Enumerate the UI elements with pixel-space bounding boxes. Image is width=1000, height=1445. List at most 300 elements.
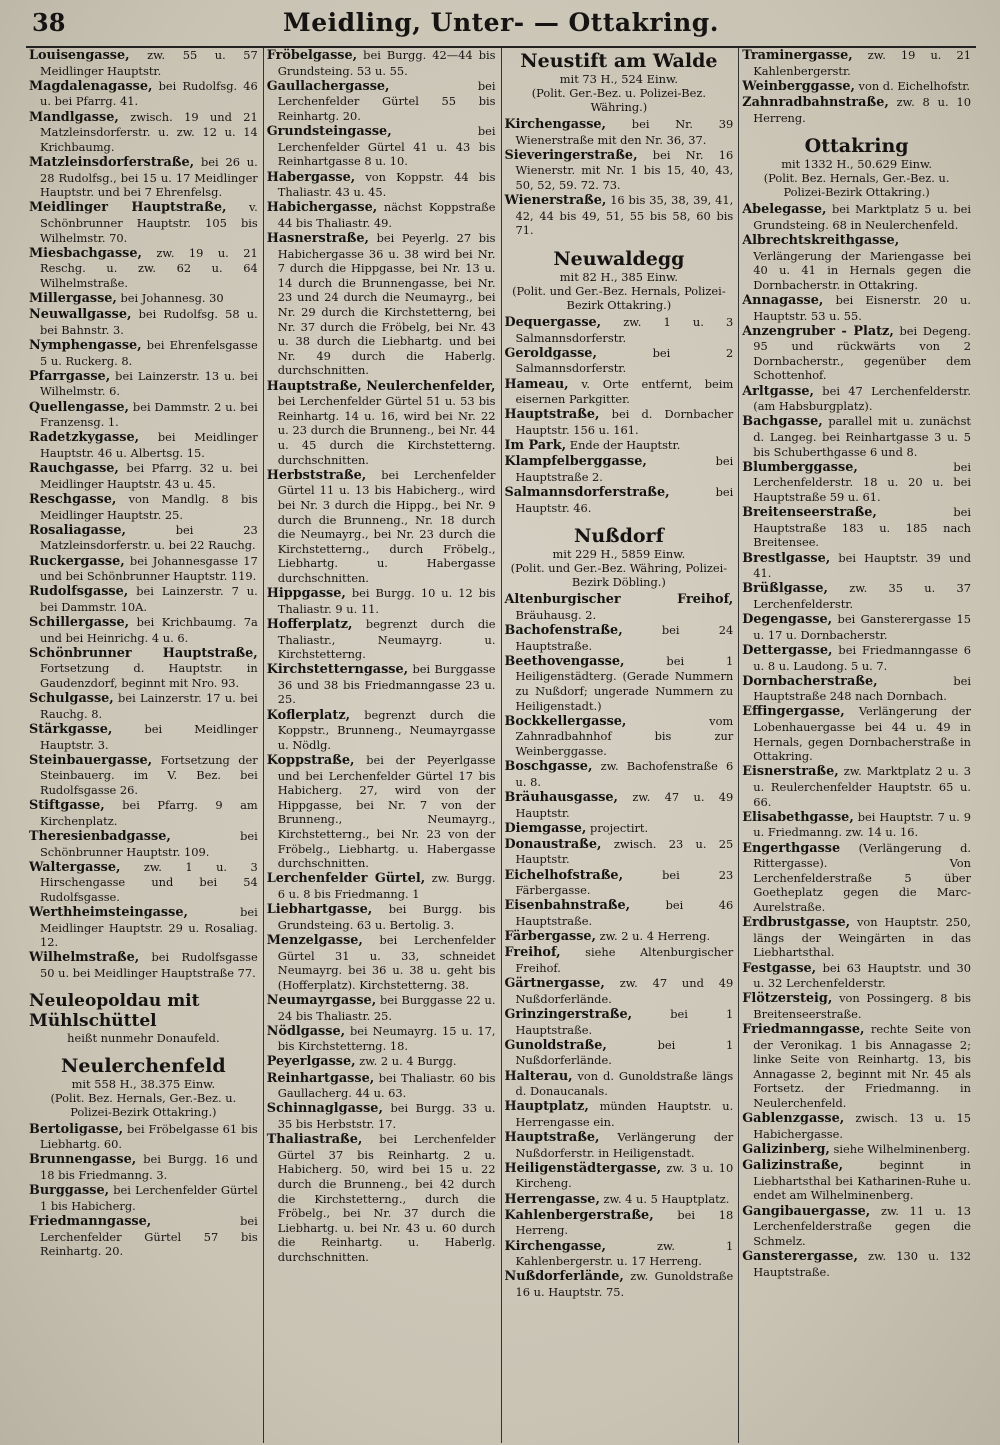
- street-entry: [505, 485, 734, 515]
- street-entry: [267, 662, 496, 707]
- entry-list: [505, 315, 734, 515]
- street-description: bei 63 Hauptstr. und 30 u. 32 Lerchenfelderstr.: [753, 960, 972, 991]
- locality-block: [29, 991, 258, 1045]
- street-description: zw. 35 u. 37 Lerchenfelderstr.: [753, 581, 972, 611]
- street-description: bei Meidlinger Hauptstr. 3.: [40, 722, 258, 752]
- locality-admin: (Polit. Bez. Hernals, Ger.-Bez. u. Polizei-Bezirk Ottakring.): [763, 171, 950, 200]
- street-entry: [742, 460, 971, 505]
- street-entry: [505, 407, 734, 437]
- street-name: Bräuhausgasse,: [504, 789, 619, 805]
- street-description: bei Lerchenfelder Gürtel 41 u. 43 bis Reinhartgasse 8 u. 10.: [277, 124, 496, 169]
- entry-list: [742, 202, 971, 1279]
- street-description: zw. 1 Kahlenbergerstr. u. 17 Herreng.: [515, 1238, 734, 1269]
- street-name: Werthheimsteingasse,: [29, 905, 188, 921]
- street-name: Friedmanngasse,: [29, 1214, 152, 1229]
- street-entry: [742, 961, 971, 991]
- street-name: Habichergasse,: [266, 200, 378, 216]
- street-name: Herrengasse,: [504, 1191, 600, 1207]
- street-name: Kahlenbergerstraße,: [504, 1207, 654, 1223]
- street-entry: [267, 1132, 496, 1264]
- street-name: Quellengasse,: [29, 399, 130, 415]
- street-description: v. Schönbrunner Hauptstr. 105 bis Wilhelmstr. 70.: [40, 200, 258, 245]
- street-description: bei 26 u. 28 Rudolfsg., bei 15 u. 17 Meidlinger Hauptstr. und bei 7 Ehrenfelsg.: [40, 154, 258, 200]
- locality-admin: (Polit. und Ger.-Bez. Hernals, Polizei-Bezirk Ottakring.): [512, 283, 726, 312]
- street-entry: [742, 1204, 971, 1249]
- street-entry: [505, 714, 734, 759]
- street-entry: [505, 1099, 734, 1129]
- street-name: Halterau,: [504, 1068, 573, 1084]
- street-description: bei Lerchenfelder Gürtel 55 bis Reinhartg. 20.: [277, 78, 496, 123]
- locality-admin: (Polit. Ger.-Bez. u. Polizei-Bez. Währing.): [531, 86, 707, 114]
- street-entry: [29, 798, 258, 828]
- street-description: bei Rudolfsg. 46 u. bei Pfarrg. 41.: [40, 78, 258, 109]
- street-description: bei Burggasse 36 und 38 bis Friedmanngasse 23 u. 25.: [277, 662, 496, 707]
- street-entry: [742, 293, 971, 323]
- street-name: Hauptstraße,: [504, 1130, 600, 1146]
- street-description: bei Lainzerstr. 13 u. bei Wilhelmstr. 6.: [40, 368, 258, 399]
- street-description: Verlängerung der Mariengasse bei 40 u. 41 in Hernals gegen die Dornbacherstr. in Ottakring.: [753, 248, 971, 292]
- street-entry: [505, 117, 734, 147]
- street-entry: [267, 933, 496, 992]
- street-description: bei Schönbrunner Hauptstr. 109.: [40, 828, 258, 859]
- street-name: Reinhartgasse,: [266, 1070, 375, 1086]
- street-entry: [505, 377, 734, 407]
- street-description: bei Burgg. 16 und 18 bis Friedmanng. 3.: [40, 1152, 258, 1183]
- street-entry: [267, 231, 496, 378]
- street-description: bei Burgg. bis Grundsteing. 63 u. Bertolig. 3.: [277, 902, 496, 932]
- street-name: Donaustraße,: [504, 836, 602, 852]
- street-entry: [505, 898, 734, 928]
- street-name: Gaullachergasse,: [266, 78, 390, 94]
- street-entry: [505, 1161, 734, 1191]
- column-4: [738, 48, 976, 1443]
- street-description: zw. Bachofenstraße 6 u. 8.: [515, 759, 734, 789]
- locality-title: Nußdorf: [573, 525, 664, 548]
- street-entry: [505, 1192, 734, 1208]
- street-name: Hameau,: [504, 376, 569, 392]
- street-description: bei Lerchenfelder Gürtel 31 u. 33, schneidet Neumayrg. bei 36 u. 38 u. geht bis (Hofferplatz). Kirchstetterng. 38.: [277, 932, 496, 992]
- street-entry: [505, 837, 734, 867]
- street-name: Bachofenstraße,: [504, 623, 623, 638]
- street-description: zwisch. 13 u. 15 Habichergasse.: [753, 1111, 971, 1141]
- street-entry: [29, 291, 258, 307]
- page-header: [26, 4, 976, 48]
- street-name: Grundsteingasse,: [266, 124, 392, 140]
- street-name: Blumberggasse,: [742, 459, 858, 475]
- street-name: Dequergasse,: [504, 314, 602, 330]
- street-name: Galizinberg,: [742, 1142, 830, 1158]
- street-entry: [29, 905, 258, 950]
- street-name: Neuwallgasse,: [29, 307, 132, 323]
- street-description: von Possingerg. 8 bis Breitenseerstraße.: [753, 991, 972, 1021]
- street-description: bei 23 Färbergasse.: [515, 867, 734, 898]
- street-description: bei Neumayrg. 15 u. 17, bis Kirchstetterng. 18.: [277, 1023, 496, 1054]
- street-description: bei Nr. 39 Wienerstraße mit den Nr. 36, 37.: [515, 117, 734, 147]
- street-description: zw. 19 u. 21 Reschg. u. zw. 62 u. 64 Wilhelmstraße.: [40, 245, 258, 290]
- street-entry: [505, 193, 734, 238]
- street-description: bei Nr. 16 Wienerstr. mit Nr. 1 bis 15, 40, 43, 50, 52, 59. 72. 73.: [515, 147, 734, 192]
- locality-block: [742, 135, 971, 199]
- street-name: Eichelhofstraße,: [504, 867, 624, 883]
- street-description: von d. Gunoldstraße längs d. Donaucanals.: [515, 1068, 734, 1099]
- street-entry: [742, 1142, 971, 1158]
- street-description: zw. 1 u. 3 Salmannsdorferstr.: [515, 314, 734, 345]
- street-description: bei 47 Lerchenfelderstr. (am Habsburgplatz).: [753, 383, 971, 414]
- street-entry: [742, 1158, 971, 1203]
- street-entry: [267, 617, 496, 662]
- street-entry: [742, 1111, 971, 1141]
- street-description: bei Dammstr. 2 u. bei Franzensg. 1.: [40, 399, 258, 430]
- street-entry: [29, 860, 258, 905]
- street-description: bei Burgg. 33 u. 35 bis Herbststr. 17.: [277, 1101, 496, 1132]
- street-name: Schillergasse,: [29, 615, 130, 631]
- street-entry: [505, 868, 734, 898]
- street-description: bei Meidlinger Hauptstr. 46 u. Albertsg. 15.: [40, 430, 258, 460]
- street-description: bei Krichbaumg. 7a und bei Heinrichg. 4 u. 6.: [40, 615, 258, 645]
- street-name: Elisabethgasse,: [742, 809, 854, 825]
- entry-list: [29, 48, 258, 981]
- street-name: Flötzersteig,: [742, 991, 833, 1007]
- street-description: rechte Seite von der Veronikag. 1 bis Annagasse 2; linke Seite von Reinhartg. 13, bis Annagasse 2, beginnt mit Nr. 45 als Fortsetz. der Friedmanng. in Neulerchenfeld.: [753, 1022, 971, 1111]
- street-entry: [29, 1122, 258, 1152]
- street-description: von Mandlg. 8 bis Meidlinger Hauptstr. 25.: [40, 491, 258, 522]
- street-name: Rauchgasse,: [29, 461, 119, 477]
- street-entry: [742, 810, 971, 840]
- entry-list: [505, 592, 734, 1299]
- street-name: Bachgasse,: [742, 414, 823, 430]
- locality-stats: mit 1332 H., 50.629 Einw.: [781, 157, 933, 172]
- street-entry: [29, 200, 258, 245]
- street-entry: [29, 584, 258, 614]
- street-entry: [742, 764, 971, 809]
- street-entry: [29, 430, 258, 460]
- street-description: bei Friedmanngasse 6 u. 8 u. Laudong. 5 u. 7.: [753, 642, 972, 673]
- street-entry: [505, 148, 734, 193]
- street-name: Klampfelberggasse,: [504, 454, 647, 470]
- street-entry: [742, 841, 971, 915]
- street-description: bei Ehrenfelsgasse 5 u. Ruckerg. 8.: [40, 338, 258, 368]
- street-description: projectirt.: [590, 820, 649, 835]
- street-description: bei Johannesgasse 17 und bei Schönbrunner Hauptstr. 119.: [40, 553, 258, 584]
- street-name: Heiligenstädtergasse,: [504, 1160, 662, 1176]
- locality-block: [505, 248, 734, 312]
- street-name: Freihof,: [504, 945, 561, 961]
- street-entry: [505, 592, 734, 622]
- street-name: Koppstraße,: [266, 753, 355, 769]
- street-entry: [505, 654, 734, 713]
- street-description: bei Eisnerstr. 20 u. Hauptstr. 53 u. 55.: [753, 292, 971, 323]
- street-name: Lerchenfelder Gürtel,: [266, 871, 426, 887]
- street-entry: [267, 708, 496, 753]
- street-name: Liebhartgasse,: [266, 902, 373, 918]
- street-description: bei Gansterergasse 15 u. 17 u. Dornbacherstr.: [753, 612, 971, 642]
- street-entry: [267, 379, 496, 468]
- street-entry: [505, 821, 734, 837]
- street-name: Fröbelgasse,: [266, 48, 358, 63]
- street-description: bei Johannesg. 30: [120, 291, 224, 306]
- street-description: bei Meidlinger Hauptstr. 29 u. Rosaliag. 12.: [40, 905, 258, 950]
- street-entry: [505, 1130, 734, 1160]
- street-description: zw. Gunoldstraße 16 u. Hauptstr. 75.: [515, 1269, 734, 1299]
- street-description: begrenzt durch die Koppstr., Brunneng., Neumayrgasse u. Nödlg.: [277, 707, 496, 752]
- street-description: Verlängerung der Nußdorferstr. in Heiligenstadt.: [515, 1130, 734, 1160]
- street-description: von Hauptstr. 250, längs der Weingärten in das Liebhartsthal.: [753, 915, 972, 960]
- street-name: Friedmanngasse,: [742, 1022, 865, 1038]
- street-entry: [742, 414, 971, 459]
- street-description: Verlängerung der Lobenhauergasse bei 44 u. 49 in Hernals, gegen Dornbacherstraße in Ottakring.: [753, 704, 971, 764]
- street-name: Millergasse,: [29, 291, 117, 307]
- street-description: bei Burggasse 22 u. 24 bis Thaliastr. 25.: [277, 992, 496, 1023]
- street-description: Ende der Hauptstr.: [569, 438, 681, 453]
- street-name: Effingergasse,: [742, 704, 845, 720]
- street-name: Boschgasse,: [504, 759, 593, 775]
- street-description: bei Hauptstraße 183 u. 185 nach Breitensee.: [753, 505, 971, 550]
- street-description: zw. 55 u. 57 Meidlinger Hauptstr.: [40, 48, 258, 78]
- street-description: bei 2 Salmannsdorferstr.: [515, 345, 734, 376]
- entry-list: [742, 48, 971, 125]
- street-name: Grinzingerstraße,: [504, 1006, 633, 1022]
- street-entry: [267, 79, 496, 124]
- street-entry: [742, 915, 971, 960]
- street-name: Diemgasse,: [504, 820, 587, 836]
- street-name: Im Park,: [504, 438, 567, 454]
- street-entry: [267, 871, 496, 901]
- street-name: Gansterergasse,: [742, 1248, 858, 1264]
- street-entry: [29, 492, 258, 522]
- street-entry: [29, 79, 258, 109]
- street-description: 16 bis 35, 38, 39, 41, 42, 44 bis 49, 51, 55 bis 58, 60 bis 71.: [515, 193, 734, 238]
- street-entry: [29, 753, 258, 798]
- street-name: Brestlgasse,: [742, 550, 831, 566]
- street-entry: [505, 623, 734, 653]
- street-name: Hauptstraße, Neulerchenfelder,: [266, 378, 496, 394]
- street-description: v. Orte entfernt, beim eisernen Parkgitter.: [515, 376, 734, 407]
- street-description: bei d. Dornbacher Hauptstr. 156 u. 161.: [515, 407, 734, 437]
- street-description: bei der Peyerlgasse und bei Lerchenfelder Gürtel 17 bis Habicherg. 27, wird von der Hippgasse, bei Nr. 7 von der Brunneng., Neumayrg., Kirchstetterng., bei Nr. 23 von der Fröbelg., Liebhartg. u. Habergasse durchschnitten.: [277, 753, 496, 871]
- street-name: Rudolfsgasse,: [29, 584, 129, 600]
- street-name: Gärtnergasse,: [504, 976, 605, 992]
- column-3: [501, 48, 739, 1443]
- column-2: [263, 48, 501, 1443]
- street-name: Hauptstraße,: [504, 407, 600, 423]
- street-entry: [742, 581, 971, 611]
- street-description: bei Pfarrg. 9 am Kirchenplatz.: [40, 798, 258, 828]
- street-name: Neumayrgasse,: [266, 992, 377, 1008]
- street-description: zwisch. 19 und 21 Matzleinsdorferstr. u. zw. 12 u. 14 Krichbaumg.: [40, 109, 258, 154]
- street-name: Hippgasse,: [266, 586, 346, 602]
- street-description: bei Lerchenfelderstr. 18 u. 20 u. bei Hauptstraße 59 u. 61.: [753, 459, 971, 504]
- locality-stats: mit 229 H., 5859 Einw.: [552, 547, 686, 562]
- street-name: Galizinstraße,: [742, 1158, 844, 1174]
- street-name: Altenburgischer Freihof,: [504, 592, 734, 608]
- street-entry: [267, 170, 496, 200]
- street-name: Menzelgasse,: [266, 932, 363, 948]
- street-entry: [505, 438, 734, 454]
- street-name: Matzleinsdorferstraße,: [29, 154, 195, 170]
- street-entry: [267, 1101, 496, 1131]
- street-description: münden Hauptstr. u. Herrengasse ein.: [515, 1099, 734, 1129]
- street-description: zw. 2 u. 4 Burgg.: [359, 1054, 457, 1069]
- street-name: Annagasse,: [742, 292, 824, 308]
- street-name: Albrechtskreithgasse,: [742, 232, 900, 248]
- street-name: Peyerlgasse,: [266, 1054, 356, 1070]
- street-entry: [505, 454, 734, 484]
- street-name: Bockkellergasse,: [504, 713, 627, 729]
- street-name: Traminergasse,: [742, 48, 853, 63]
- street-name: Salmannsdorferstraße,: [504, 485, 670, 501]
- street-name: Meidlinger Hauptstraße,: [29, 200, 227, 216]
- street-entry: [742, 384, 971, 414]
- street-entry: [29, 1214, 258, 1259]
- street-name: Nymphengasse,: [29, 338, 142, 354]
- street-description: bei Lerchenfelder Gürtel 51 u. 53 bis Reinhartg. 14 u. 16, wird bei Nr. 22 u. 23 durch die Brunneng., bei Nr. 44 u. 45 durch die Kirchstetterng. durchschnitten.: [277, 394, 496, 467]
- street-name: Eisenbahnstraße,: [504, 898, 631, 914]
- street-entry: [29, 338, 258, 368]
- street-entry: [29, 950, 258, 980]
- street-description: bei Rudolfsg. 58 u. bei Bahnstr. 3.: [40, 307, 258, 337]
- street-entry: [742, 551, 971, 581]
- street-name: Rosaliagasse,: [29, 522, 126, 538]
- street-entry: [742, 48, 971, 78]
- street-description: bei Lerchenfelder Gürtel 37 bis Reinhartg. 2 u. Habicherg. 50, wird bei 15 u. 22 durch die Brunneng., bei 42 durch die Kirchstetterng., durch die Fröbelg., bei Nr. 37 durch die Liebhartg. u. bei Nr. 43 u. 60 durch die Reinhartg. u. Haberlg. durchschnitten.: [277, 1132, 496, 1264]
- street-name: Stiftgasse,: [29, 798, 105, 814]
- street-name: Dornbacherstraße,: [742, 673, 878, 689]
- locality-block: [505, 50, 734, 114]
- street-description: begrenzt durch die Thaliastr., Neumayrg. u. Kirchstetterng.: [277, 616, 496, 662]
- street-description: bei Burgg. 10 u. 12 bis Thaliastr. 9 u. 11.: [277, 586, 496, 616]
- street-entry: [29, 400, 258, 430]
- street-description: nächst Koppstraße 44 bis Thaliastr. 49.: [277, 200, 496, 230]
- street-name: Festgasse,: [742, 960, 817, 976]
- street-description: parallel mit u. zunächst d. Langeg. bei Reinhartgasse 3 u. 5 bis Schuberthgasse 6 und 8.: [753, 414, 971, 459]
- street-entry: [29, 829, 258, 859]
- street-name: Brunnengasse,: [29, 1152, 137, 1168]
- street-entry: [505, 1038, 734, 1068]
- street-entry: [267, 586, 496, 616]
- street-entry: [29, 1152, 258, 1182]
- street-name: Weinberggasse,: [742, 78, 855, 94]
- street-name: Mandlgasse,: [29, 109, 119, 125]
- street-description: Fortsetzung d. Hauptstr. in Gaudenzdorf, beginnt mit Nro. 93.: [40, 661, 258, 691]
- street-entry: [742, 79, 971, 95]
- street-description: bei Degeng. 95 und rückwärts von 2 Dornbacherstr., gegenüber dem Schottenhof.: [753, 323, 972, 383]
- street-name: Steinbauergasse,: [29, 752, 153, 768]
- street-description: bei Marktplatz 5 u. bei Grundsteing. 68 in Neulerchenfeld.: [753, 202, 971, 232]
- street-name: Kirchengasse,: [504, 117, 607, 132]
- street-name: Färbergasse,: [504, 929, 596, 945]
- locality-stats: mit 558 H., 38.375 Einw.: [71, 1076, 216, 1091]
- locality-admin: (Polit. Bez. Hernals, Ger.-Bez. u. Polizei-Bezirk Ottakring.): [50, 1090, 237, 1119]
- street-description: bei Pfarrg. 32 u. bei Meidlinger Hauptstr. 43 u. 45.: [40, 461, 258, 491]
- street-name: Bertoligasse,: [29, 1121, 124, 1137]
- street-description: zw. Burgg. 6 u. 8 bis Friedmanng. 1: [277, 871, 496, 901]
- street-name: Schulgasse,: [29, 691, 114, 707]
- street-entry: [505, 315, 734, 345]
- street-description: bei Peyerlg. 27 bis Habichergasse 36 u. 38 wird bei Nr. 7 durch die Hippgasse, bei Nr. 13 u. 14 durch die Brunnengasse, bei Nr. 23 und 24 durch die Neumayrg., bei Nr. 29 durch die Kirchstetterng, bei Nr. 37 durch die Fröbelg, bei Nr. 43 u. 38 durch die Liebhartg. und bei Nr. 49 durch die Haberlg. durchschnitten.: [277, 231, 496, 378]
- street-description: bei 24 Hauptstraße.: [515, 623, 734, 653]
- street-entry: [267, 1024, 496, 1054]
- street-name: Gablenzgasse,: [742, 1111, 845, 1127]
- street-entry: [742, 1249, 971, 1279]
- street-description: Bräuhausg. 2.: [515, 607, 597, 622]
- street-description: zw. 1 u. 3 Hirschengasse und bei 54 Rudolfsgasse.: [40, 859, 258, 904]
- street-name: Herbststraße,: [266, 467, 367, 483]
- street-description: bei 1 Hauptstraße.: [515, 1006, 734, 1037]
- street-entry: [29, 110, 258, 155]
- entry-list: [505, 117, 734, 238]
- street-description: bei Burgg. 42—44 bis Grundsteing. 53 u. 55.: [277, 48, 496, 78]
- street-entry: [505, 1007, 734, 1037]
- street-name: Anzengruber - Platz,: [742, 323, 894, 339]
- street-name: Thaliastraße,: [266, 1132, 363, 1148]
- street-name: Beethovengasse,: [504, 653, 625, 669]
- street-name: Stärkgasse,: [29, 722, 113, 737]
- street-description: Fortsetzung der Steinbauerg. im V. Bez. bei Rudolfsgasse 26.: [40, 752, 258, 797]
- street-description: bei 1 Nußdorferlände.: [515, 1037, 734, 1068]
- street-entry: [267, 124, 496, 169]
- street-name: Ruckergasse,: [29, 553, 125, 569]
- street-description: zw. 11 u. 13 Lerchenfelderstraße gegen die Schmelz.: [753, 1203, 972, 1248]
- street-description: bei Lerchenfelder Gürtel 1 bis Habicherg.: [40, 1183, 258, 1213]
- street-description: (Verlängerung d. Rittergasse). Von Lerchenfelderstraße 5 über Goetheplatz gegen die Marc-Aurelstraße.: [753, 840, 971, 914]
- street-entry: [29, 615, 258, 645]
- street-name: Hofferplatz,: [266, 616, 353, 632]
- street-description: zw. Marktplatz 2 u. 3 u. Reulerchenfelder Hauptstr. 65 u. 66.: [753, 764, 972, 809]
- street-entry: [742, 1022, 971, 1111]
- street-name: Koflerplatz,: [266, 707, 351, 723]
- street-description: zwisch. 23 u. 25 Hauptstr.: [515, 836, 734, 867]
- street-name: Schönbrunner Hauptstraße,: [29, 645, 258, 661]
- locality-title: Neuleopoldau mit Mühlschüttel: [29, 990, 200, 1031]
- locality-title: Ottakring: [804, 135, 909, 158]
- street-entry: [29, 1183, 258, 1213]
- street-name: Kirchstetterngasse,: [266, 662, 409, 678]
- locality-title: Neuwaldegg: [553, 247, 685, 270]
- street-entry: [505, 976, 734, 1006]
- street-entry: [742, 704, 971, 763]
- street-description: bei Thaliastr. 60 bis Gaullacherg. 44 u. 63.: [277, 1070, 496, 1101]
- street-description: siehe Altenburgischer Freihof.: [515, 945, 734, 975]
- street-entry: [267, 993, 496, 1023]
- street-entry: [505, 1208, 734, 1238]
- street-name: Hauptplatz,: [504, 1099, 589, 1115]
- street-name: Miesbachgasse,: [29, 245, 142, 261]
- columns: [26, 48, 976, 1443]
- street-description: beginnt in Liebhartsthal bei Katharinen-Ruhe u. endet am Wilhelminenberg.: [753, 1158, 971, 1203]
- street-entry: [742, 612, 971, 642]
- street-name: Breitenseerstraße,: [742, 505, 877, 521]
- street-name: Wienerstraße,: [504, 193, 607, 209]
- locality-note: heißt nunmehr Donaufeld.: [67, 1030, 220, 1045]
- street-name: Radetzkygasse,: [29, 430, 140, 446]
- locality-block: [29, 1055, 258, 1119]
- street-entry: [29, 48, 258, 78]
- street-description: bei Lainzerstr. 7 u. bei Dammstr. 10A.: [40, 584, 258, 614]
- street-entry: [29, 523, 258, 553]
- street-entry: [29, 722, 258, 752]
- street-entry: [505, 759, 734, 789]
- street-name: Arltgasse,: [742, 383, 814, 399]
- street-description: siehe Wilhelminenberg.: [833, 1142, 971, 1157]
- street-name: Dettergasse,: [742, 642, 833, 658]
- street-entry: [742, 991, 971, 1021]
- street-name: Habergasse,: [266, 169, 356, 185]
- street-description: bei 23 Matzleinsdorferstr. u. bei 22 Rauchg.: [40, 522, 258, 553]
- street-name: Geroldgasse,: [504, 345, 597, 361]
- street-name: Abelegasse,: [742, 202, 827, 218]
- street-name: Magdalenagasse,: [29, 78, 153, 94]
- street-description: zw. 3 u. 10 Kircheng.: [515, 1160, 734, 1191]
